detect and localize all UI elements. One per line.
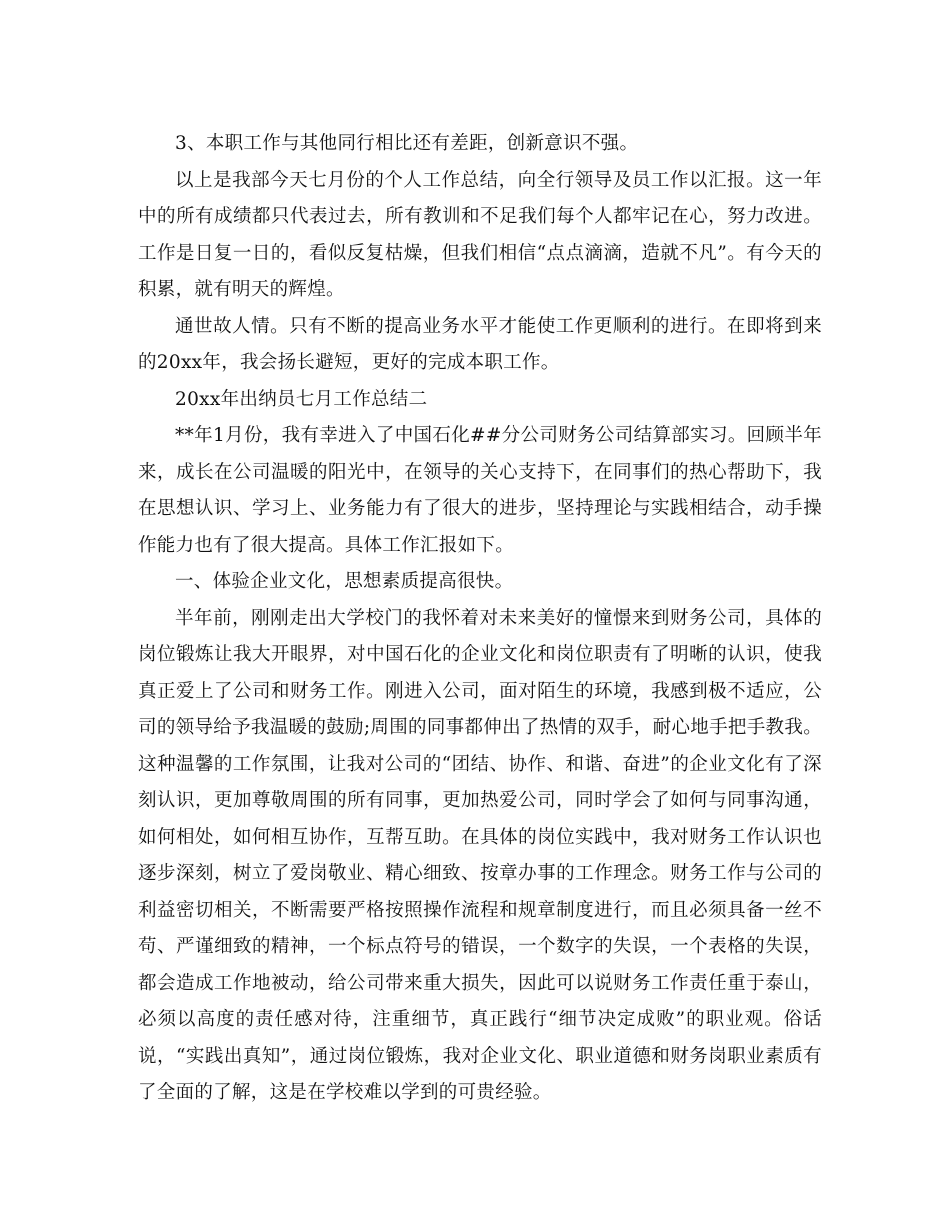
paragraph-item-3: 3、本职工作与其他同行相比还有差距，创新意识不强。 [175,133,639,154]
paragraph-intro: **年1月份，我有幸进入了中国石化##分公司财务公司结算部实习。回顾半年来，成长在公司温暖的阳光中，在领导的关心支持下，在同事们的热心帮助下，我在思想认识、学习上、业务能力有了很大的进步，坚持理论与实践相结合，动手操作能力也有了很大提高。具体工作汇报如下。 [138,425,822,556]
paragraph-summary: 以上是我部今天七月份的个人工作总结，向全行领导及员工作以汇报。这一年中的所有成绩都只代表过去，所有教训和不足我们每个人都牢记在心，努力改进。工作是日复一日的，看似反复枯燥，但我们相信“点点滴滴，造就不凡”。有今天的积累，就有明天的辉煌。 [138,169,822,300]
document-body [138,126,822,1112]
paragraph-experience: 半年前，刚刚走出大学校门的我怀着对未来美好的憧憬来到财务公司，具体的岗位锻炼让我大开眼界，对中国石化的企业文化和岗位职责有了明晰的认识，使我真正爱上了公司和财务工作。刚进入公司，面对陌生的环境，我感到极不适应，公司的领导给予我温暖的鼓励;周围的同事都伸出了热情的双手，耐心地手把手教我。这种温馨的工作氛围，让我对公司的“团结、协作、和谐、奋进”的企业文化有了深刻认识，更加尊敬周围的所有同事，更加热爱公司，同时学会了如何与同事沟通，如何相处，如何相互协作，互帮互助。在具体的岗位实践中，我对财务工作认识也逐步深刻，树立了爱岗敬业、精心细致、按章办事的工作理念。财务工作与公司的利益密切相关，不断需要严格按照操作流程和规章制度进行，而且必须具备一丝不苟、严谨细致的精神，一个标点符号的错误，一个数字的失误，一个表格的失误，都会造成工作地被动，给公司带来重大损失，因此可以说财务工作责任重于泰山，必须以高度的责任感对待，注重细节，真正践行“细节决定成败”的职业观。俗话说，“实践出真知”，通过岗位锻炼，我对企业文化、职业道德和财务岗职业素质有了全面的了解，这是在学校难以学到的可贵经验。 [138,607,822,1103]
paragraph-closing: 通世故人情。只有不断的提高业务水平才能使工作更顺利的进行。在即将到来的20xx年，我会扬长避短，更好的完成本职工作。 [138,315,822,373]
section-title: 20xx年出纳员七月工作总结二 [175,388,428,410]
section-heading-one: 一、体验企业文化，思想素质提高很快。 [175,571,514,592]
